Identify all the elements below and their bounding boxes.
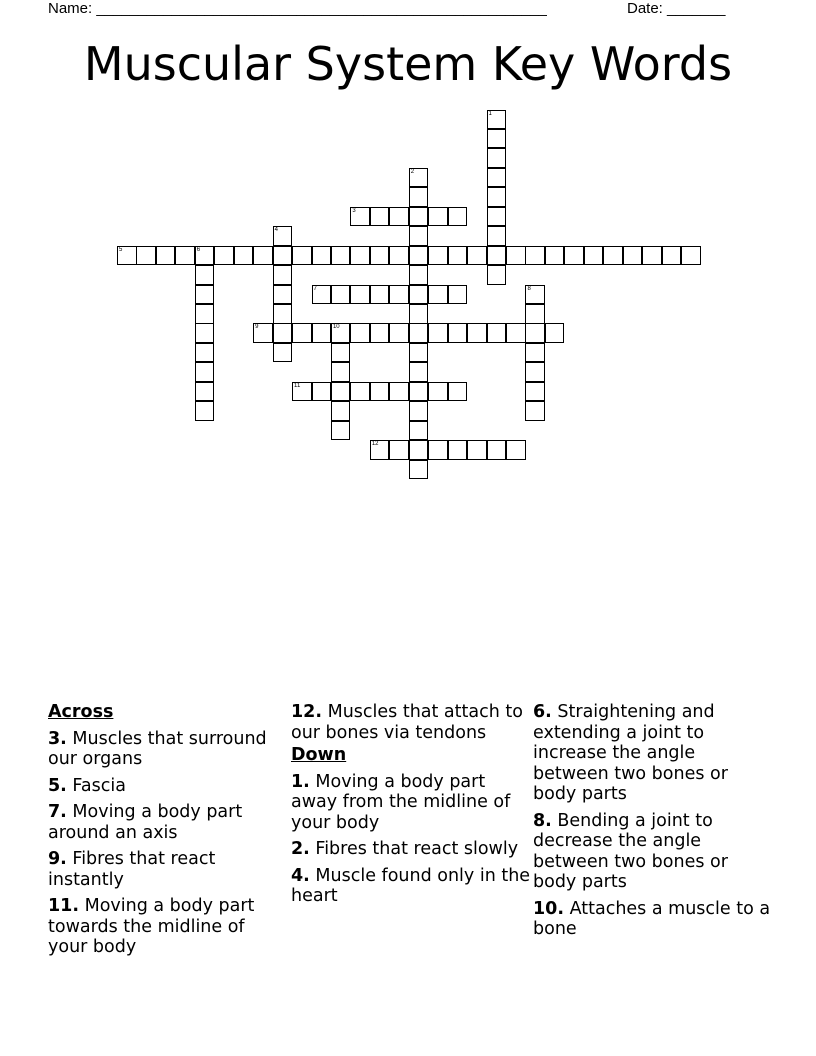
crossword-cell[interactable] bbox=[525, 323, 545, 343]
crossword-cell[interactable] bbox=[409, 187, 429, 207]
crossword-cell[interactable] bbox=[350, 382, 370, 402]
crossword-cell[interactable] bbox=[370, 323, 390, 343]
name-field-label: Name: ______________________________________________________ bbox=[48, 0, 547, 17]
crossword-cell[interactable] bbox=[487, 440, 507, 460]
crossword-cell[interactable] bbox=[253, 246, 273, 266]
crossword-cell[interactable] bbox=[370, 207, 390, 227]
cell-number: 5 bbox=[119, 246, 123, 253]
crossword-cell[interactable] bbox=[409, 401, 429, 421]
cell-number: 9 bbox=[255, 324, 259, 331]
cell-number: 8 bbox=[527, 285, 531, 292]
cell-number: 12 bbox=[371, 441, 379, 448]
clue-column-2 bbox=[291, 702, 531, 913]
cell-number: 4 bbox=[274, 227, 278, 234]
crossword-cell[interactable] bbox=[234, 246, 254, 266]
crossword-cell[interactable] bbox=[195, 401, 215, 421]
clue-text: Moving a body part away from the midline of your body bbox=[291, 771, 511, 833]
crossword-cell[interactable] bbox=[409, 362, 429, 382]
crossword-cell[interactable] bbox=[487, 129, 507, 149]
cell-number: 3 bbox=[352, 207, 356, 214]
crossword-cell[interactable] bbox=[117, 246, 137, 266]
clue-number: 4. bbox=[291, 865, 310, 886]
date-field-label: Date: _______ bbox=[627, 0, 726, 17]
crossword-cell[interactable] bbox=[467, 246, 487, 266]
crossword-cell[interactable] bbox=[428, 440, 448, 460]
crossword-cell[interactable] bbox=[525, 382, 545, 402]
across-heading: Across bbox=[48, 702, 114, 722]
crossword-cell[interactable] bbox=[331, 246, 351, 266]
cell-number: 7 bbox=[313, 285, 317, 292]
crossword-cell[interactable] bbox=[389, 323, 409, 343]
crossword-cell[interactable] bbox=[525, 401, 545, 421]
crossword-grid bbox=[0, 0, 816, 500]
clue-text: Moving a body part around an axis bbox=[48, 802, 243, 843]
page-title: Muscular System Key Words bbox=[83, 37, 733, 91]
crossword-cell[interactable] bbox=[603, 246, 623, 266]
clue-number: 10. bbox=[533, 898, 565, 919]
crossword-cell[interactable] bbox=[156, 246, 176, 266]
crossword-cell[interactable] bbox=[409, 265, 429, 285]
crossword-cell[interactable] bbox=[175, 246, 195, 266]
crossword-cell[interactable] bbox=[214, 246, 234, 266]
crossword-cell[interactable] bbox=[428, 207, 448, 227]
crossword-cell[interactable] bbox=[195, 265, 215, 285]
crossword-cell[interactable] bbox=[506, 246, 526, 266]
crossword-cell[interactable] bbox=[195, 362, 215, 382]
clue-across-7 bbox=[48, 802, 288, 843]
clue-text: Attaches a muscle to a bone bbox=[533, 898, 771, 939]
clue-column-1 bbox=[48, 702, 288, 964]
clue-text: Fibres that react instantly bbox=[48, 849, 216, 890]
clue-number: 8. bbox=[533, 810, 552, 831]
clue-number: 1. bbox=[291, 771, 310, 792]
clue-down-8 bbox=[533, 811, 773, 893]
crossword-cell[interactable] bbox=[331, 343, 351, 363]
crossword-cell[interactable] bbox=[409, 343, 429, 363]
clue-across-9 bbox=[48, 849, 288, 890]
clue-number: 3. bbox=[48, 728, 67, 749]
crossword-cell[interactable] bbox=[273, 226, 293, 246]
crossword-cell[interactable] bbox=[273, 246, 293, 266]
crossword-cell[interactable] bbox=[623, 246, 643, 266]
crossword-cell[interactable] bbox=[448, 382, 468, 402]
crossword-cell[interactable] bbox=[312, 246, 332, 266]
crossword-cell[interactable] bbox=[253, 323, 273, 343]
cell-number: 11 bbox=[294, 382, 301, 389]
clue-number: 9. bbox=[48, 849, 67, 869]
crossword-cell[interactable] bbox=[448, 207, 468, 227]
clue-text: Fascia bbox=[72, 775, 126, 796]
crossword-cell[interactable] bbox=[350, 207, 370, 227]
crossword-cell[interactable] bbox=[273, 304, 293, 324]
crossword-cell[interactable] bbox=[409, 382, 429, 402]
clue-down-1 bbox=[291, 772, 531, 834]
crossword-cell[interactable] bbox=[545, 323, 565, 343]
cell-number: 6 bbox=[196, 246, 201, 253]
crossword-cell[interactable] bbox=[273, 265, 293, 285]
crossword-cell[interactable] bbox=[312, 382, 332, 402]
crossword-cell[interactable] bbox=[370, 285, 390, 305]
crossword-cell[interactable] bbox=[195, 382, 215, 402]
clue-number: 2. bbox=[291, 839, 310, 859]
crossword-cell[interactable] bbox=[331, 401, 351, 421]
crossword-cell[interactable] bbox=[331, 421, 351, 441]
crossword-cell[interactable] bbox=[525, 362, 545, 382]
crossword-cell[interactable] bbox=[409, 226, 429, 246]
crossword-cell[interactable] bbox=[662, 246, 682, 266]
crossword-cell[interactable] bbox=[428, 323, 448, 343]
crossword-cell[interactable] bbox=[467, 440, 487, 460]
clue-across-11 bbox=[48, 896, 288, 958]
crossword-cell[interactable] bbox=[409, 207, 429, 227]
crossword-cell[interactable] bbox=[292, 382, 312, 402]
crossword-cell[interactable] bbox=[487, 246, 507, 266]
crossword-cell[interactable] bbox=[195, 343, 215, 363]
clue-text: Bending a joint to decrease the angle between two bones or body parts bbox=[533, 810, 728, 892]
crossword-cell[interactable] bbox=[409, 460, 429, 480]
crossword-cell[interactable] bbox=[545, 246, 565, 266]
crossword-cell[interactable] bbox=[195, 323, 215, 343]
crossword-cell[interactable] bbox=[448, 323, 468, 343]
crossword-cell[interactable] bbox=[292, 323, 312, 343]
crossword-cell[interactable] bbox=[487, 187, 507, 207]
crossword-cell[interactable] bbox=[195, 304, 215, 324]
crossword-cell[interactable] bbox=[136, 246, 156, 266]
cell-number: 2 bbox=[410, 168, 415, 175]
clue-down-10 bbox=[533, 899, 773, 940]
cell-number: 10 bbox=[332, 324, 340, 331]
crossword-cell[interactable] bbox=[448, 285, 468, 305]
crossword-cell[interactable] bbox=[681, 246, 701, 266]
crossword-cell[interactable] bbox=[370, 440, 390, 460]
clue-text: Muscle found only in the heart bbox=[291, 865, 531, 906]
crossword-cell[interactable] bbox=[331, 285, 351, 305]
cell-number: 1 bbox=[488, 110, 492, 117]
down-heading: Down bbox=[291, 745, 347, 765]
crossword-cell[interactable] bbox=[409, 421, 429, 441]
clue-text: Straightening and extending a joint to increase the angle between two bones or body parts bbox=[533, 702, 728, 804]
crossword-cell[interactable] bbox=[312, 323, 332, 343]
crossword-cell[interactable] bbox=[409, 304, 429, 324]
crossword-cell[interactable] bbox=[389, 207, 409, 227]
crossword-cell[interactable] bbox=[409, 323, 429, 343]
clue-across-3 bbox=[48, 729, 288, 770]
crossword-cell[interactable] bbox=[273, 323, 293, 343]
clue-text: Muscles that attach to our bones via tendons bbox=[291, 702, 523, 743]
clue-down-4 bbox=[291, 866, 531, 907]
crossword-cell[interactable] bbox=[525, 285, 545, 305]
crossword-cell[interactable] bbox=[428, 382, 448, 402]
crossword-cell[interactable] bbox=[273, 285, 293, 305]
clue-down-2 bbox=[291, 839, 531, 860]
clue-number: 5. bbox=[48, 775, 67, 796]
crossword-cell[interactable] bbox=[389, 285, 409, 305]
crossword-cell[interactable] bbox=[331, 323, 351, 343]
crossword-cell[interactable] bbox=[642, 246, 662, 266]
clue-text: Fibres that react slowly bbox=[315, 839, 519, 859]
crossword-cell[interactable] bbox=[448, 246, 468, 266]
crossword-cell[interactable] bbox=[389, 440, 409, 460]
crossword-cell[interactable] bbox=[409, 440, 429, 460]
clue-across-5 bbox=[48, 776, 288, 797]
crossword-cell[interactable] bbox=[564, 246, 584, 266]
crossword-cell[interactable] bbox=[370, 246, 390, 266]
clue-text: Moving a body part towards the midline of your body bbox=[48, 896, 255, 957]
crossword-cell[interactable] bbox=[350, 285, 370, 305]
crossword-cell[interactable] bbox=[331, 362, 351, 382]
clue-number: 12. bbox=[291, 702, 323, 722]
crossword-cell[interactable] bbox=[525, 304, 545, 324]
crossword-cell[interactable] bbox=[409, 285, 429, 305]
crossword-cell[interactable] bbox=[467, 323, 487, 343]
clue-across-12 bbox=[291, 702, 531, 743]
crossword-cell[interactable] bbox=[487, 323, 507, 343]
crossword-cell[interactable] bbox=[487, 148, 507, 168]
crossword-cell[interactable] bbox=[487, 110, 507, 130]
crossword-cell[interactable] bbox=[428, 285, 448, 305]
crossword-cell[interactable] bbox=[525, 343, 545, 363]
crossword-cell[interactable] bbox=[273, 343, 293, 363]
crossword-cell[interactable] bbox=[428, 246, 448, 266]
crossword-cell[interactable] bbox=[487, 226, 507, 246]
crossword-cell[interactable] bbox=[584, 246, 604, 266]
crossword-cell[interactable] bbox=[195, 246, 215, 266]
crossword-cell[interactable] bbox=[409, 168, 429, 188]
crossword-cell[interactable] bbox=[350, 323, 370, 343]
clue-number: 7. bbox=[48, 802, 67, 822]
crossword-cell[interactable] bbox=[506, 440, 526, 460]
crossword-cell[interactable] bbox=[389, 246, 409, 266]
crossword-cell[interactable] bbox=[350, 246, 370, 266]
crossword-cell[interactable] bbox=[487, 207, 507, 227]
crossword-cell[interactable] bbox=[448, 440, 468, 460]
crossword-cell[interactable] bbox=[370, 382, 390, 402]
crossword-cell[interactable] bbox=[506, 323, 526, 343]
clue-column-3 bbox=[533, 702, 773, 946]
clue-text: Muscles that surround our organs bbox=[48, 728, 267, 769]
crossword-cell[interactable] bbox=[525, 246, 545, 266]
crossword-cell[interactable] bbox=[312, 285, 332, 305]
crossword-cell[interactable] bbox=[331, 382, 351, 402]
crossword-cell[interactable] bbox=[487, 168, 507, 188]
clue-down-6 bbox=[533, 702, 773, 805]
crossword-cell[interactable] bbox=[195, 285, 215, 305]
crossword-cell[interactable] bbox=[292, 246, 312, 266]
crossword-cell[interactable] bbox=[389, 382, 409, 402]
crossword-cell[interactable] bbox=[409, 246, 429, 266]
clue-number: 6. bbox=[533, 702, 552, 722]
clue-number: 11. bbox=[48, 896, 80, 916]
crossword-cell[interactable] bbox=[487, 265, 507, 285]
